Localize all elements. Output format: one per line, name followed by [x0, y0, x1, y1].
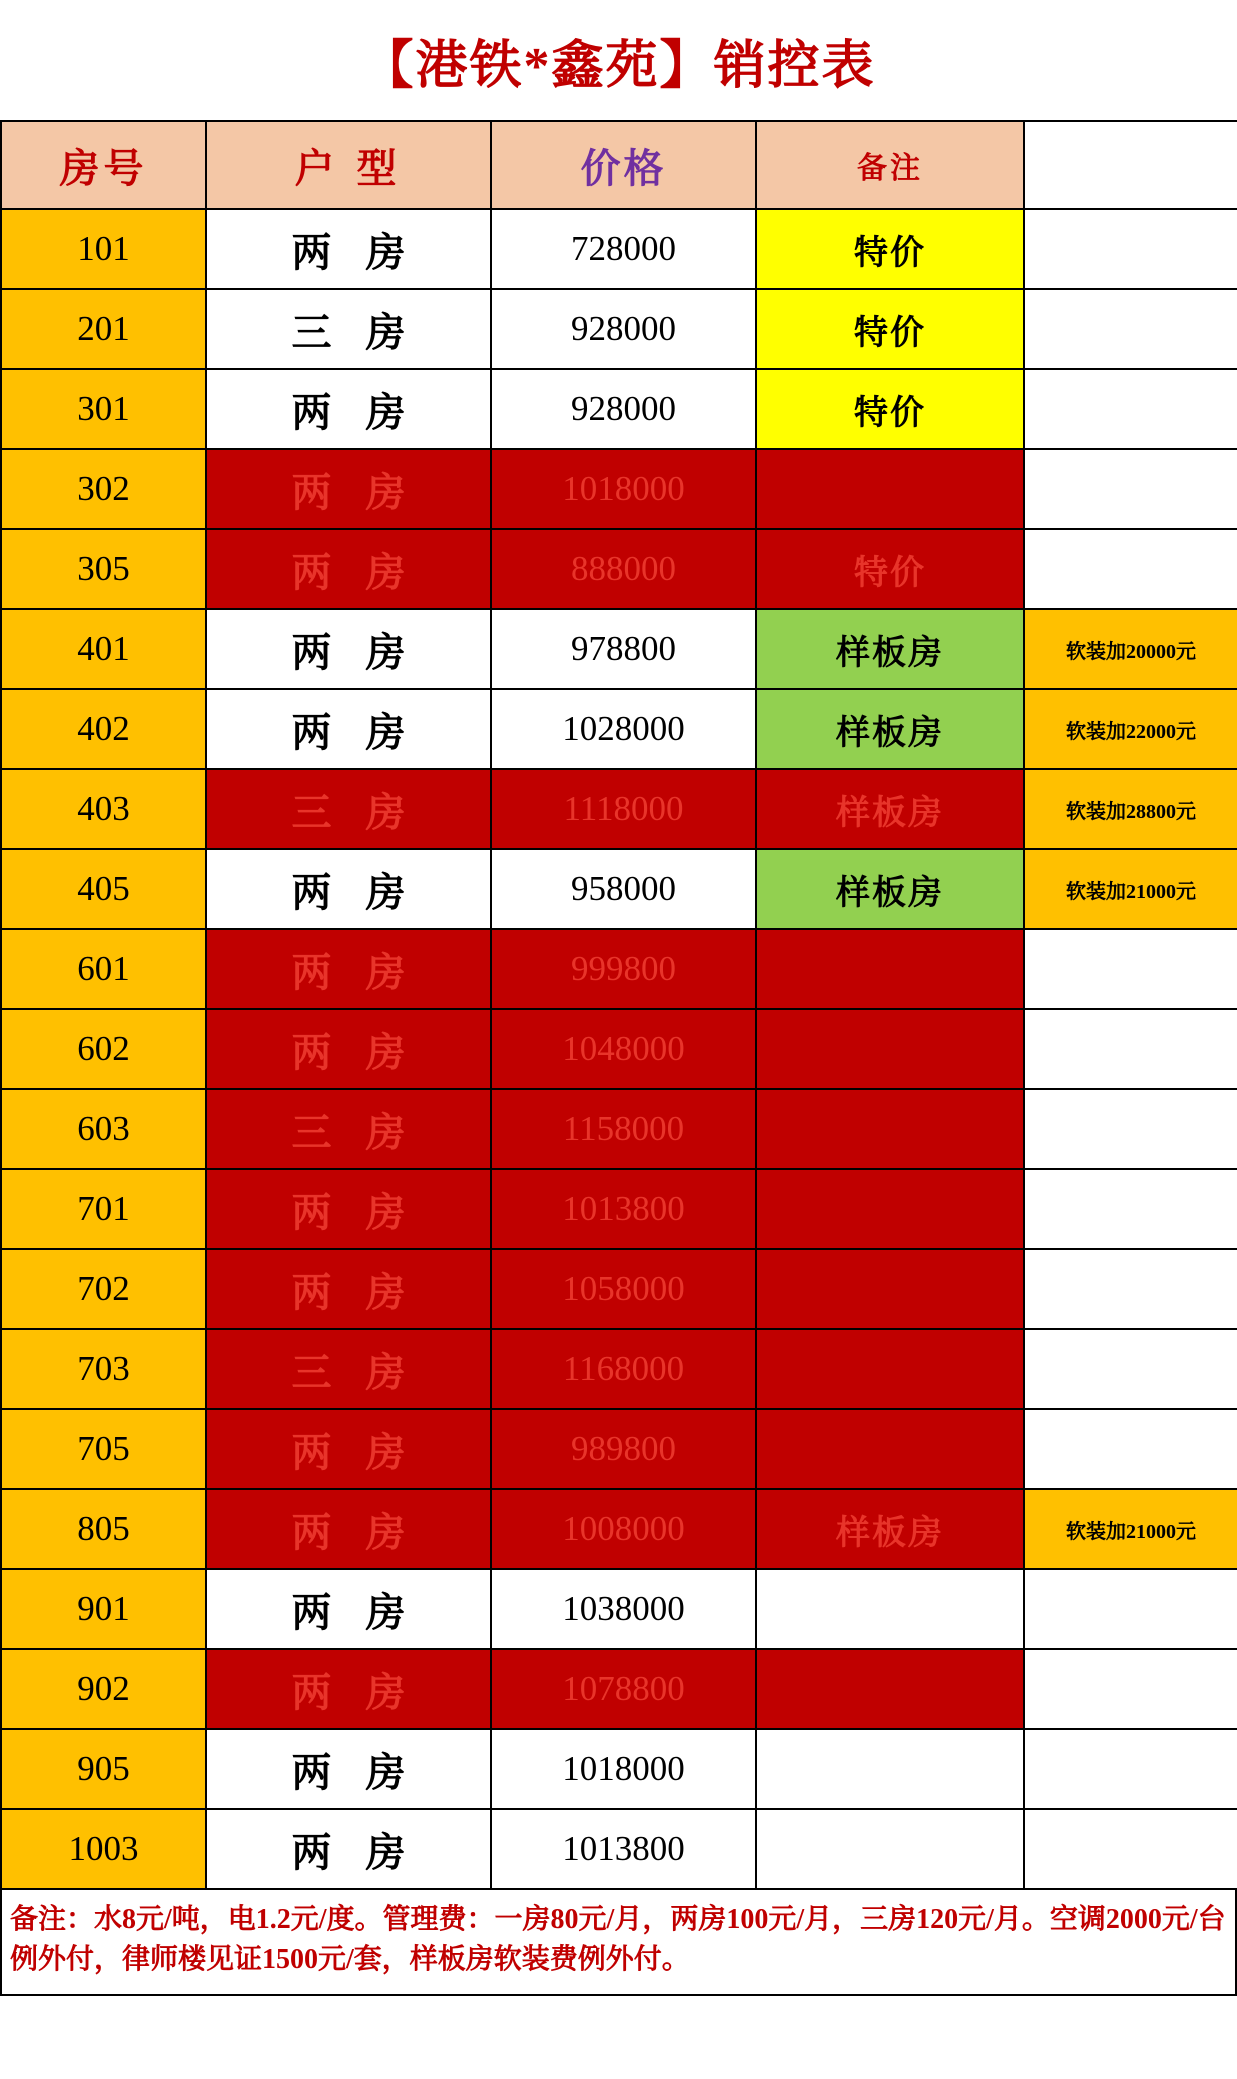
cell-price: 1018000: [491, 449, 756, 529]
cell-room-number: 301: [1, 369, 206, 449]
sheet-title-bar: [0, 0, 1237, 120]
table-row: [1, 1409, 1237, 1489]
table-row: [1, 1249, 1237, 1329]
cell-price: 1013800: [491, 1809, 756, 1889]
cell-price: 1008000: [491, 1489, 756, 1569]
cell-extra-fee: 软装加20000元: [1024, 609, 1237, 689]
table-row: [1, 369, 1237, 449]
cell-note: [756, 1409, 1024, 1489]
column-header-price: 价格: [491, 121, 756, 209]
cell-room-number: 702: [1, 1249, 206, 1329]
table-row: [1, 1489, 1237, 1569]
cell-extra-fee: [1024, 929, 1237, 1009]
cell-extra-fee: [1024, 209, 1237, 289]
cell-extra-fee: [1024, 289, 1237, 369]
page-title: 【港铁*鑫苑】销控表: [361, 37, 876, 95]
cell-unit-type: 两 房: [206, 449, 491, 529]
table-row: [1, 769, 1237, 849]
cell-unit-type: 三 房: [206, 1089, 491, 1169]
table-row: [1, 1169, 1237, 1249]
cell-room-number: 201: [1, 289, 206, 369]
table-row: [1, 1569, 1237, 1649]
cell-extra-fee: [1024, 1569, 1237, 1649]
cell-room-number: 101: [1, 209, 206, 289]
cell-unit-type: 两 房: [206, 1409, 491, 1489]
table-row: [1, 529, 1237, 609]
cell-unit-type: 两 房: [206, 1169, 491, 1249]
cell-price: 978800: [491, 609, 756, 689]
cell-unit-type: 两 房: [206, 1569, 491, 1649]
cell-price: 1058000: [491, 1249, 756, 1329]
cell-note: [756, 1569, 1024, 1649]
cell-unit-type: 两 房: [206, 209, 491, 289]
cell-extra-fee: [1024, 1729, 1237, 1809]
cell-extra-fee: [1024, 1409, 1237, 1489]
cell-extra-fee: [1024, 1809, 1237, 1889]
cell-note: [756, 929, 1024, 1009]
cell-room-number: 603: [1, 1089, 206, 1169]
cell-note: 样板房: [756, 1489, 1024, 1569]
cell-extra-fee: [1024, 449, 1237, 529]
table-row: [1, 1809, 1237, 1889]
cell-note: 特价: [756, 529, 1024, 609]
pricing-table: [0, 120, 1237, 1890]
cell-unit-type: 两 房: [206, 1249, 491, 1329]
cell-room-number: 901: [1, 1569, 206, 1649]
cell-room-number: 602: [1, 1009, 206, 1089]
cell-note: [756, 1089, 1024, 1169]
cell-price: 1078800: [491, 1649, 756, 1729]
cell-room-number: 405: [1, 849, 206, 929]
cell-room-number: 305: [1, 529, 206, 609]
cell-extra-fee: 软装加21000元: [1024, 1489, 1237, 1569]
cell-room-number: 302: [1, 449, 206, 529]
cell-note: 特价: [756, 209, 1024, 289]
cell-room-number: 705: [1, 1409, 206, 1489]
table-row: [1, 209, 1237, 289]
cell-price: 958000: [491, 849, 756, 929]
table-row: [1, 1729, 1237, 1809]
cell-price: 928000: [491, 289, 756, 369]
cell-room-number: 403: [1, 769, 206, 849]
cell-note: [756, 1809, 1024, 1889]
cell-room-number: 902: [1, 1649, 206, 1729]
cell-note: 样板房: [756, 849, 1024, 929]
table-row: [1, 849, 1237, 929]
table-row: [1, 1089, 1237, 1169]
cell-unit-type: 两 房: [206, 529, 491, 609]
footer-note: 备注：水8元/吨，电1.2元/度。管理费：一房80元/月，两房100元/月，三房120元/月。空调2000元/台例外付，律师楼见证1500元/套，样板房软装费例外付。: [0, 1890, 1237, 1996]
cell-price: 1038000: [491, 1569, 756, 1649]
cell-extra-fee: [1024, 1249, 1237, 1329]
cell-price: 1118000: [491, 769, 756, 849]
table-row: [1, 289, 1237, 369]
cell-note: [756, 1729, 1024, 1809]
cell-room-number: 401: [1, 609, 206, 689]
cell-note: 特价: [756, 369, 1024, 449]
column-header-note: 备注: [756, 121, 1024, 209]
cell-note: [756, 1009, 1024, 1089]
cell-extra-fee: [1024, 369, 1237, 449]
column-header-extra: [1024, 121, 1237, 209]
cell-note: 样板房: [756, 689, 1024, 769]
cell-room-number: 703: [1, 1329, 206, 1409]
cell-note: 样板房: [756, 769, 1024, 849]
cell-extra-fee: [1024, 1089, 1237, 1169]
cell-extra-fee: [1024, 529, 1237, 609]
cell-unit-type: 两 房: [206, 1009, 491, 1089]
cell-room-number: 601: [1, 929, 206, 1009]
cell-unit-type: 三 房: [206, 289, 491, 369]
cell-room-number: 805: [1, 1489, 206, 1569]
cell-note: 特价: [756, 289, 1024, 369]
cell-extra-fee: [1024, 1009, 1237, 1089]
cell-price: 1168000: [491, 1329, 756, 1409]
cell-extra-fee: [1024, 1649, 1237, 1729]
cell-price: 999800: [491, 929, 756, 1009]
cell-note: [756, 1649, 1024, 1729]
table-header-row: [1, 121, 1237, 209]
cell-note: [756, 449, 1024, 529]
cell-room-number: 701: [1, 1169, 206, 1249]
cell-unit-type: 三 房: [206, 1329, 491, 1409]
cell-extra-fee: [1024, 1169, 1237, 1249]
cell-extra-fee: [1024, 1329, 1237, 1409]
cell-price: 989800: [491, 1409, 756, 1489]
column-header-room: 房号: [1, 121, 206, 209]
column-header-type: 户 型: [206, 121, 491, 209]
table-row: [1, 449, 1237, 529]
cell-unit-type: 两 房: [206, 369, 491, 449]
cell-note: 样板房: [756, 609, 1024, 689]
cell-unit-type: 两 房: [206, 609, 491, 689]
cell-price: 1018000: [491, 1729, 756, 1809]
table-row: [1, 1009, 1237, 1089]
cell-price: 928000: [491, 369, 756, 449]
cell-unit-type: 两 房: [206, 1489, 491, 1569]
cell-note: [756, 1329, 1024, 1409]
cell-price: 888000: [491, 529, 756, 609]
cell-price: 1048000: [491, 1009, 756, 1089]
cell-price: 728000: [491, 209, 756, 289]
cell-unit-type: 两 房: [206, 689, 491, 769]
table-row: [1, 689, 1237, 769]
cell-unit-type: 两 房: [206, 1729, 491, 1809]
cell-price: 1013800: [491, 1169, 756, 1249]
cell-extra-fee: 软装加21000元: [1024, 849, 1237, 929]
cell-note: [756, 1169, 1024, 1249]
cell-price: 1158000: [491, 1089, 756, 1169]
cell-extra-fee: 软装加22000元: [1024, 689, 1237, 769]
table-row: [1, 1649, 1237, 1729]
table-row: [1, 609, 1237, 689]
table-row: [1, 929, 1237, 1009]
cell-unit-type: 两 房: [206, 1649, 491, 1729]
table-body: [1, 121, 1237, 1889]
cell-unit-type: 两 房: [206, 849, 491, 929]
cell-unit-type: 两 房: [206, 929, 491, 1009]
cell-room-number: 402: [1, 689, 206, 769]
cell-unit-type: 三 房: [206, 769, 491, 849]
table-row: [1, 1329, 1237, 1409]
cell-price: 1028000: [491, 689, 756, 769]
cell-note: [756, 1249, 1024, 1329]
cell-extra-fee: 软装加28800元: [1024, 769, 1237, 849]
cell-unit-type: 两 房: [206, 1809, 491, 1889]
cell-room-number: 905: [1, 1729, 206, 1809]
cell-room-number: 1003: [1, 1809, 206, 1889]
